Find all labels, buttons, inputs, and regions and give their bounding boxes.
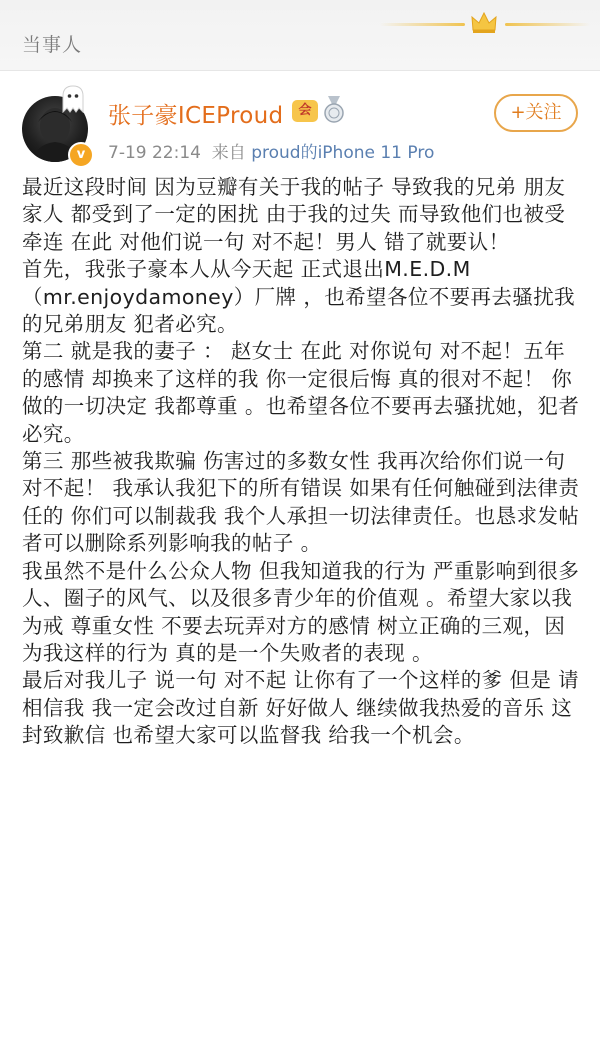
- crown-icon: [470, 10, 498, 36]
- username[interactable]: 张子豪ICEProud: [108, 103, 284, 129]
- post-meta: [108, 138, 434, 163]
- source-prefix: 来自: [211, 143, 246, 163]
- post-paragraph: 第三 那些被我欺骗 伤害过的多数女性 我再次给你们说一句 对不起！ 我承认我犯下的所有错误 如果有任何触碰到法律责任的 你们可以制裁我 我个人承担一切法律责任。也恳求发帖者可以删除系列影响我的帖子 。: [22, 449, 580, 556]
- vip-icon[interactable]: 会: [292, 100, 318, 122]
- page-title: 当事人: [22, 34, 83, 56]
- follow-button[interactable]: +关注: [494, 94, 578, 132]
- post-paragraph: 最近这段时间 因为豆瓣有关于我的帖子 导致我的兄弟 朋友 家人 都受到了一定的困扰 由于我的过失 而导致他们也被受牵连 在此 对他们说一句 对不起！男人 错了就要认！: [22, 175, 566, 254]
- post-paragraph: 我虽然不是什么公众人物 但我知道我的行为 严重影响到很多人、圈子的风气、以及很多青少年的价值观 。希望大家以我为戒 尊重女性 不要去玩弄对方的感情 树立正确的三观，因为我这样的行为 真的是一个失败者的表现 。: [22, 558, 580, 665]
- header-bar: [0, 0, 600, 71]
- source-device-link[interactable]: proud的iPhone 11 Pro: [251, 143, 435, 163]
- medal-icon[interactable]: [322, 96, 346, 124]
- post-paragraph: 最后对我儿子 说一句 对不起 让你有了一个这样的爹 但是 请相信我 我一定会改过自新 好好做人 继续做我热爱的音乐 这封致歉信 也希望大家可以监督我 给我一个机会。: [22, 668, 580, 748]
- ghost-icon: [60, 84, 86, 114]
- decorative-line-left: [380, 23, 465, 26]
- post-body: [22, 174, 582, 750]
- post-paragraph: 首先，我张子豪本人从今天起 正式退出M.E.D.M（mr.enjoydamoney）厂牌 ，也希望各位不要再去骚扰我的兄弟朋友 犯者必究。: [22, 257, 576, 337]
- post-paragraph: 第二 就是我的妻子 ： 赵女士 在此 对你说句 对不起！五年的感情 却换来了这样的我 你一定很后悔 真的很对不起！ 你做的一切决定 我都尊重 。也希望各位不要再去骚扰她，犯者必究。: [22, 339, 580, 446]
- post-timestamp: 7-19 22:14: [108, 143, 201, 163]
- decorative-line-right: [505, 23, 590, 26]
- verified-icon: v: [68, 142, 94, 168]
